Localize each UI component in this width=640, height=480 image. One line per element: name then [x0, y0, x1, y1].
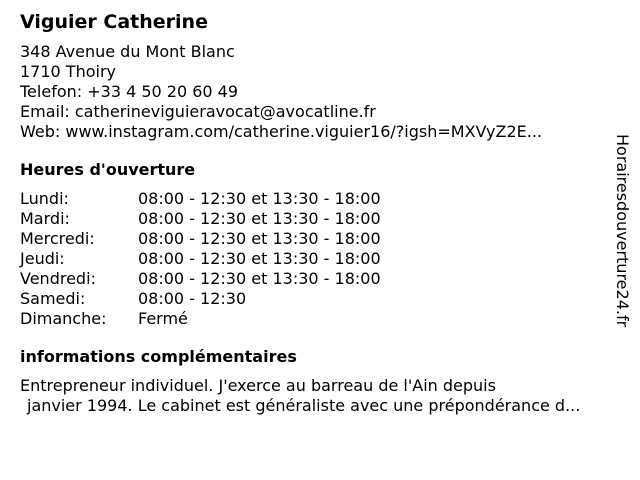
info-text-line-1: Entrepreneur individuel. J'exerce au barreau de l'Ain depuis	[20, 376, 496, 395]
info-heading: informations complémentaires	[20, 347, 297, 366]
day-label: Jeudi:	[20, 249, 65, 268]
day-times: 08:00 - 12:30 et 13:30 - 18:00	[138, 269, 381, 288]
site-watermark: Horairesdouverture24.fr	[613, 134, 632, 328]
day-label: Lundi:	[20, 189, 69, 208]
day-label: Samedi:	[20, 289, 86, 308]
email-line: Email: catherineviguieravocat@avocatline.fr	[20, 102, 376, 121]
hours-row-monday	[20, 189, 615, 209]
address-street: 348 Avenue du Mont Blanc	[20, 42, 235, 61]
business-card	[20, 10, 615, 416]
day-times: 08:00 - 12:30 et 13:30 - 18:00	[138, 229, 381, 248]
day-times: 08:00 - 12:30 et 13:30 - 18:00	[138, 209, 381, 228]
hours-row-thursday	[20, 249, 615, 269]
day-times: 08:00 - 12:30 et 13:30 - 18:00	[138, 189, 381, 208]
hours-row-friday	[20, 269, 615, 289]
hours-row-wednesday	[20, 229, 615, 249]
hours-table	[20, 189, 615, 329]
day-label: Vendredi:	[20, 269, 96, 288]
hours-row-saturday	[20, 289, 615, 309]
business-name: Viguier Catherine	[20, 11, 208, 33]
day-label: Dimanche:	[20, 309, 107, 328]
web-line: Web: www.instagram.com/catherine.viguier16/?igsh=MXVyZ2E...	[20, 122, 543, 141]
day-times: 08:00 - 12:30	[138, 289, 247, 308]
day-label: Mercredi:	[20, 229, 95, 248]
info-text-line-2: janvier 1994. Le cabinet est généraliste avec une prépondérance d...	[27, 396, 581, 415]
address-city: 1710 Thoiry	[20, 62, 116, 81]
hours-row-sunday	[20, 309, 615, 329]
day-times: 08:00 - 12:30 et 13:30 - 18:00	[138, 249, 381, 268]
day-label: Mardi:	[20, 209, 70, 228]
hours-row-tuesday	[20, 209, 615, 229]
phone-line: Telefon: +33 4 50 20 60 49	[20, 82, 239, 101]
day-times: Fermé	[138, 309, 188, 328]
hours-heading: Heures d'ouverture	[20, 160, 196, 179]
